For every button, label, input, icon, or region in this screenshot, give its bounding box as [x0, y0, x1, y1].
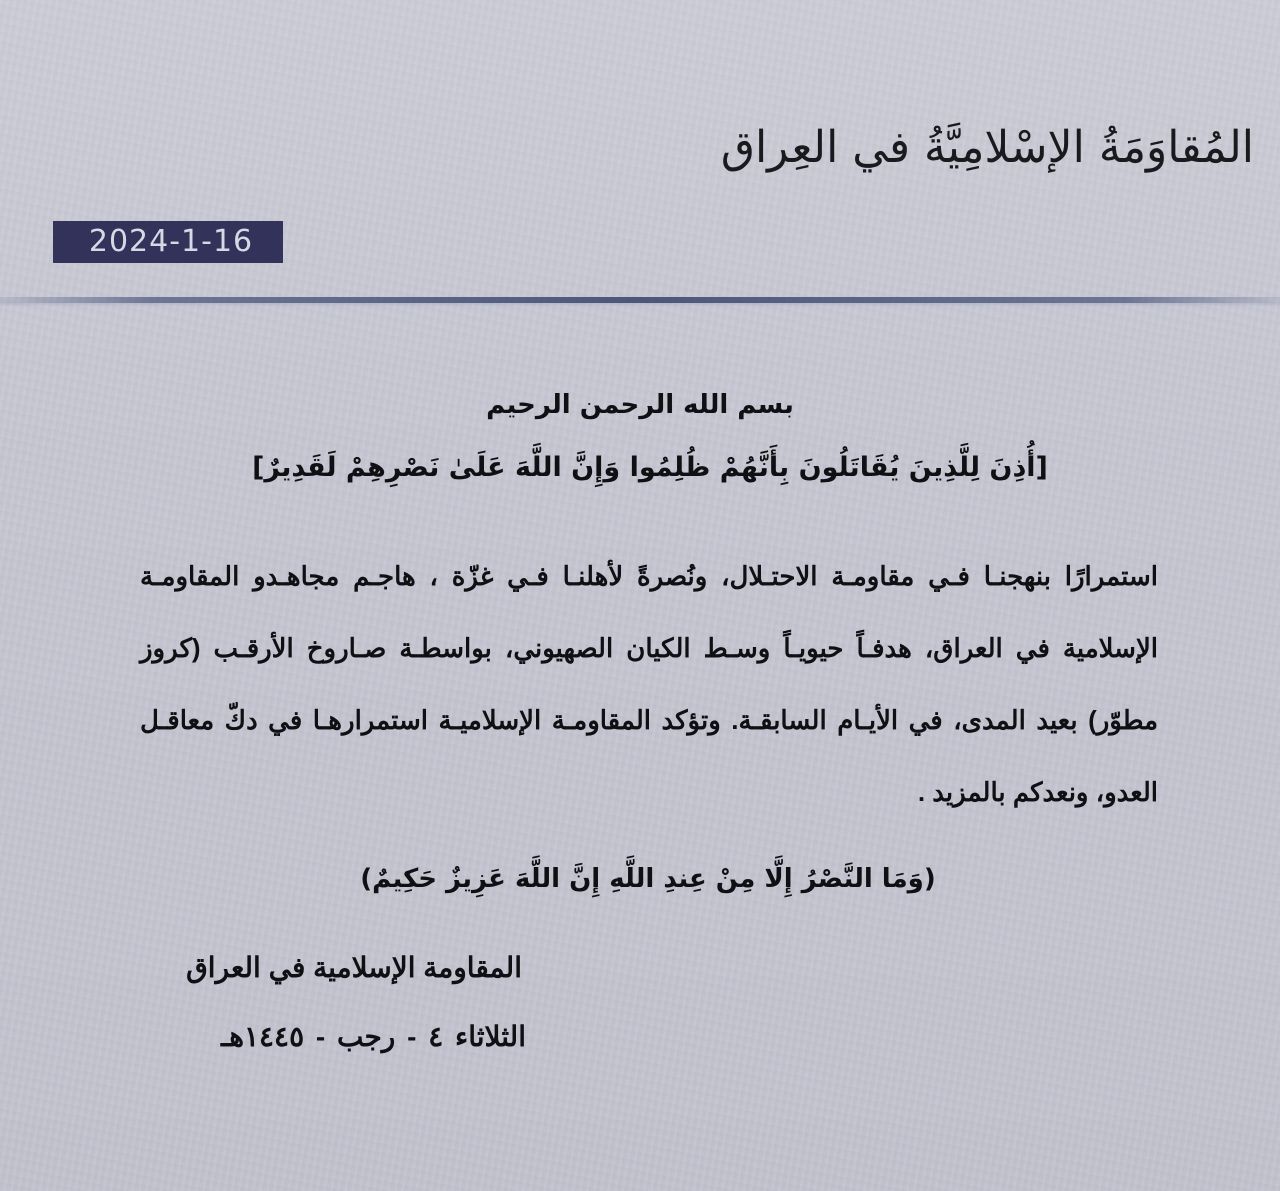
- header-divider: [0, 297, 1280, 303]
- statement-body: استمرارًا بنهجنـا فـي مقاومـة الاحتـلال، ونُصرةً لأهلنـا فـي غزّة ، هاجـم مجاهـدو المقاومـة الإسلامية في العراق، هدفـاً حيويـاً وسـط الكيان الصهيوني، بواسطـة صـاروخ الأرقـب (كروز مطوّر) بعيد المدى، في الأيـام السابقـة. وتؤكد المقاومـة الإسلاميـة استمرارهـا في دكّ معاقـل العدو، ونعدكم بالمزيد .: [140, 561, 1158, 807]
- basmala: بسم الله الرحمن الرحيم: [486, 390, 794, 420]
- opening-verse: [أُذِنَ لِلَّذِينَ يُقَاتَلُونَ بِأَنَّهُمْ ظُلِمُوا وَإِنَّ اللَّهَ عَلَىٰ نَصْرِهِمْ لَقَدِيرٌ]: [252, 452, 1048, 483]
- closing-verse: (وَمَا النَّصْرُ إِلَّا مِنْ عِندِ اللَّهِ إِنَّ اللَّهَ عَزِيزٌ حَكِيمٌ): [360, 864, 936, 894]
- hijri-date: الثلاثاء ٤ - رجب - ١٤٤٥هـ: [220, 1021, 526, 1052]
- date-badge: 2024-1-16: [53, 221, 283, 263]
- signature: المقاومة الإسلامية في العراق: [186, 952, 522, 983]
- organization-masthead: المُقاوَمَةُ الإسْلامِيَّةُ في العِراق: [720, 122, 1254, 173]
